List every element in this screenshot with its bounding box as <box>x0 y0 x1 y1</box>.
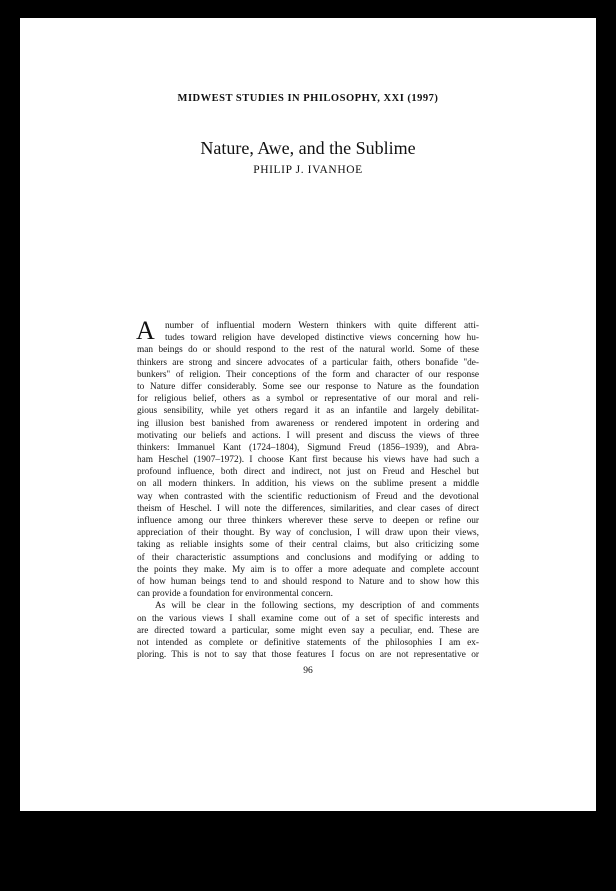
text-line: influence among our three thinkers wherever these serve to deepen or refine our <box>137 516 479 526</box>
text-line: ing illusion best banished from awareness or rendered impotent in ordering and <box>137 418 479 429</box>
text-line: can provide a foundation for environmental concern. <box>137 589 333 600</box>
text-line: thinkers: Immanuel Kant (1724–1804), Sigmund Freud (1856–1939), and Abra- <box>137 442 479 453</box>
text-line: tudes toward religion have developed distinctive views concerning how hu- <box>165 333 479 344</box>
text-line: man beings do or should respond to the rest of the natural world. Some of these <box>137 345 479 356</box>
text-line: ploring. This is not to say that those features I focus on are not representative or <box>137 650 479 661</box>
text-line: on all modern thinkers. In addition, his views on the sublime present a middle <box>137 479 479 490</box>
text-line: of their characteristic assumptions and conclusions and modifying or adding to <box>137 552 479 563</box>
text-line: appreciation of their thought. By way of conclusion, I will draw upon their views, <box>137 528 479 539</box>
journal-header: MIDWEST STUDIES IN PHILOSOPHY, XXI (1997) <box>177 93 439 104</box>
article-title: Nature, Awe, and the Sublime <box>200 138 416 158</box>
text-line: bunkers" of religion. Their conceptions of the form and character of our response <box>137 369 479 380</box>
document-page <box>20 18 596 811</box>
text-line: the points they make. My aim is to offer a more adequate and complete account <box>137 564 479 575</box>
text-line: taking as reliable insights some of their central claims, but also criticizing some <box>137 540 479 551</box>
article-body <box>136 316 479 661</box>
text-line: of how human beings tend to and should respond to Nature and to show how this <box>137 576 479 587</box>
paragraph-2 <box>137 600 479 661</box>
drop-cap: A <box>136 316 155 345</box>
text-line: profound influence, both direct and indirect, not just on Freud and Heschel but <box>137 467 479 478</box>
text-line: to Nature differ considerably. Some see our response to Nature as the foundation <box>137 381 479 392</box>
text-line: motivating our beliefs and actions. I will present and discuss the views of three <box>137 430 479 441</box>
text-line: gious sensibility, while yet others regard it as an infantile and largely debilitat- <box>137 406 479 417</box>
text-line: number of influential modern Western thinkers with quite different atti- <box>165 321 479 331</box>
paragraph-1 <box>136 316 479 600</box>
text-line: thinkers are strong and sincere advocates of a particular faith, others bonafide "de- <box>137 357 479 368</box>
author-name: PHILIP J. IVANHOE <box>253 164 363 176</box>
page-number: 96 <box>303 666 313 676</box>
text-line: not intended as complete or definitive statements of the philosophies I am ex- <box>137 637 479 648</box>
text-line: on the various views I shall examine come out of a set of specific interests and <box>137 613 479 624</box>
text-line: As will be clear in the following sections, my description of and comments <box>155 601 479 612</box>
text-line: are directed toward a particular, some might even say a peculiar, end. These are <box>137 625 479 636</box>
text-line: for religious belief, others as a symbol or representative of our moral and reli- <box>137 394 479 405</box>
text-line: theism of Heschel. I will note the differences, similarities, and clear cases of direct <box>137 503 479 514</box>
text-line: ham Heschel (1907–1972). I choose Kant first because his views have had such a <box>137 455 479 466</box>
text-line: way when contrasted with the scientific reductionism of Freud and the devotional <box>137 491 479 502</box>
